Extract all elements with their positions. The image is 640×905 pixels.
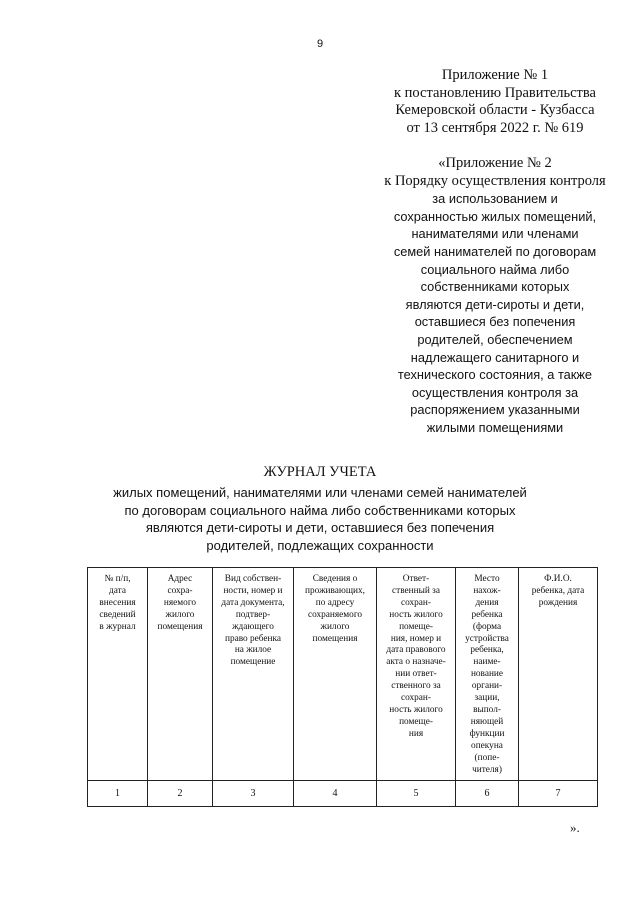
appendix-2-line: осуществления контроля за (411, 384, 579, 400)
header-cell-child-name (519, 568, 598, 781)
header-line: подтвер- (235, 609, 271, 620)
journal-subtitle-line: по договорам социального найма либо собственниками которых (124, 502, 516, 518)
appendix-2-header (370, 155, 620, 437)
header-line: зации, (474, 693, 500, 704)
header-line: Место (474, 574, 500, 584)
header-line: Сведения о (312, 574, 358, 584)
journal-subtitle (0, 484, 640, 554)
header-line: опекуна (471, 740, 503, 751)
header-line: внесения (99, 597, 136, 608)
header-line: выпол- (473, 704, 501, 715)
appendix-2-line: «Приложение № 2 (438, 155, 552, 171)
column-number: 5 (377, 781, 456, 807)
header-line: наиме- (473, 657, 501, 668)
header-line: помещение (230, 657, 276, 668)
appendix-1-line: к постановлению Правительства (394, 84, 596, 101)
header-line: ребенка, дата (531, 585, 585, 596)
header-cell-ownership (213, 568, 294, 781)
header-line: ности, номер и (223, 585, 283, 596)
appendix-2-line: собственниками которых (420, 279, 570, 295)
header-line: акта о назначе- (386, 657, 446, 668)
appendix-2-line: к Порядку осуществления контроля (384, 172, 606, 189)
column-number: 4 (294, 781, 377, 807)
header-line: № п/п, (104, 574, 131, 584)
appendix-2-line: надлежащего санитарного и (410, 349, 580, 365)
header-line: ребенка, (470, 645, 504, 656)
appendix-2-line: нанимателями или членами (411, 226, 579, 242)
header-line: нование (470, 669, 504, 680)
appendix-1-line: Кемеровской области - Кузбасса (395, 102, 595, 119)
header-line: дения (475, 597, 499, 608)
header-cell-entry-date (88, 568, 148, 781)
journal-subtitle-line: родителей, подлежащих сохранности (206, 537, 434, 553)
appendix-2-line: технического состояния, а также (397, 367, 593, 383)
header-line: няемого (163, 597, 197, 608)
header-line: ственный за (392, 585, 440, 596)
table-number-row (88, 781, 598, 807)
header-line: чителя) (472, 764, 502, 775)
column-number: 6 (456, 781, 519, 807)
journal-title: ЖУРНАЛ УЧЕТА (263, 464, 377, 480)
table-header-row (88, 568, 598, 781)
appendix-1-header (370, 67, 620, 137)
header-line: Адрес (167, 574, 193, 584)
header-line: ность жилого (389, 609, 443, 620)
header-line: няющей (470, 716, 504, 727)
appendix-2-line: социального найма либо (420, 261, 570, 277)
appendix-1-line: Приложение № 1 (441, 67, 549, 83)
header-line: (попе- (474, 752, 500, 763)
appendix-2-line: жилыми помещениями (426, 419, 564, 435)
column-number: 3 (213, 781, 294, 807)
header-line: Вид собствен- (224, 574, 282, 584)
header-line: сведений (99, 609, 136, 620)
header-line: помеще- (399, 621, 433, 632)
header-line: дата (109, 585, 126, 596)
column-number: 1 (88, 781, 148, 807)
page-number: 9 (316, 38, 324, 50)
header-line: органи- (471, 681, 503, 692)
header-line: дата документа, (221, 597, 285, 608)
header-line: (форма (472, 621, 502, 632)
header-line: помещения (312, 633, 358, 644)
header-line: рождения (538, 597, 578, 608)
appendix-2-line: за использованием и (432, 191, 558, 207)
appendix-2-line: семей нанимателей по договорам (393, 243, 597, 259)
header-line: ребенка (471, 609, 503, 620)
closing-quote: ». (570, 820, 580, 835)
appendix-2-line: распоряжением указанными (410, 402, 580, 418)
column-number: 2 (148, 781, 213, 807)
header-line: помещения (157, 621, 203, 632)
header-cell-residents (294, 568, 377, 781)
header-line: жилого (165, 609, 195, 620)
header-cell-address (148, 568, 213, 781)
journal-table (87, 567, 598, 807)
header-line: функции (469, 728, 505, 739)
column-number: 7 (519, 781, 598, 807)
header-line: дата правового (386, 645, 446, 656)
header-line: ственного за (391, 681, 441, 692)
header-line: сохра- (167, 585, 193, 596)
journal-subtitle-line: жилых помещений, нанимателями или членами семей нанимателей (113, 485, 527, 500)
appendix-2-line: родителей, обеспечением (417, 331, 573, 347)
header-line: Ф.И.О. (544, 574, 572, 584)
header-line: ния, номер и (390, 633, 442, 644)
header-line: сохран- (400, 597, 432, 608)
appendix-2-line: оставшиеся без попечения (414, 314, 576, 330)
appendix-1-line: от 13 сентября 2022 г. № 619 (406, 119, 584, 136)
header-line: устройства (465, 633, 509, 644)
header-line: ность жилого (389, 704, 443, 715)
header-line: жилого (320, 621, 350, 632)
header-line: по адресу (315, 597, 355, 608)
header-line: сохраняемого (307, 609, 363, 620)
header-line: в журнал (99, 621, 136, 632)
header-line: помеще- (399, 716, 433, 727)
header-line: Ответ- (402, 574, 430, 584)
appendix-2-line: являются дети-сироты и дети, (405, 296, 585, 312)
header-cell-child-location (456, 568, 519, 781)
header-line: ния (408, 728, 424, 739)
header-line: на жилое (234, 645, 272, 656)
header-line: право ребенка (224, 633, 282, 644)
header-cell-responsible (377, 568, 456, 781)
header-line: сохран- (400, 693, 432, 704)
header-line: проживающих, (305, 585, 365, 596)
header-line: нахож- (473, 585, 501, 596)
appendix-2-line: сохранностью жилых помещений, (393, 208, 597, 224)
header-line: ждающего (232, 621, 274, 632)
header-line: нии ответ- (395, 669, 437, 680)
journal-subtitle-line: являются дети-сироты и дети, оставшиеся без попечения (145, 520, 495, 535)
